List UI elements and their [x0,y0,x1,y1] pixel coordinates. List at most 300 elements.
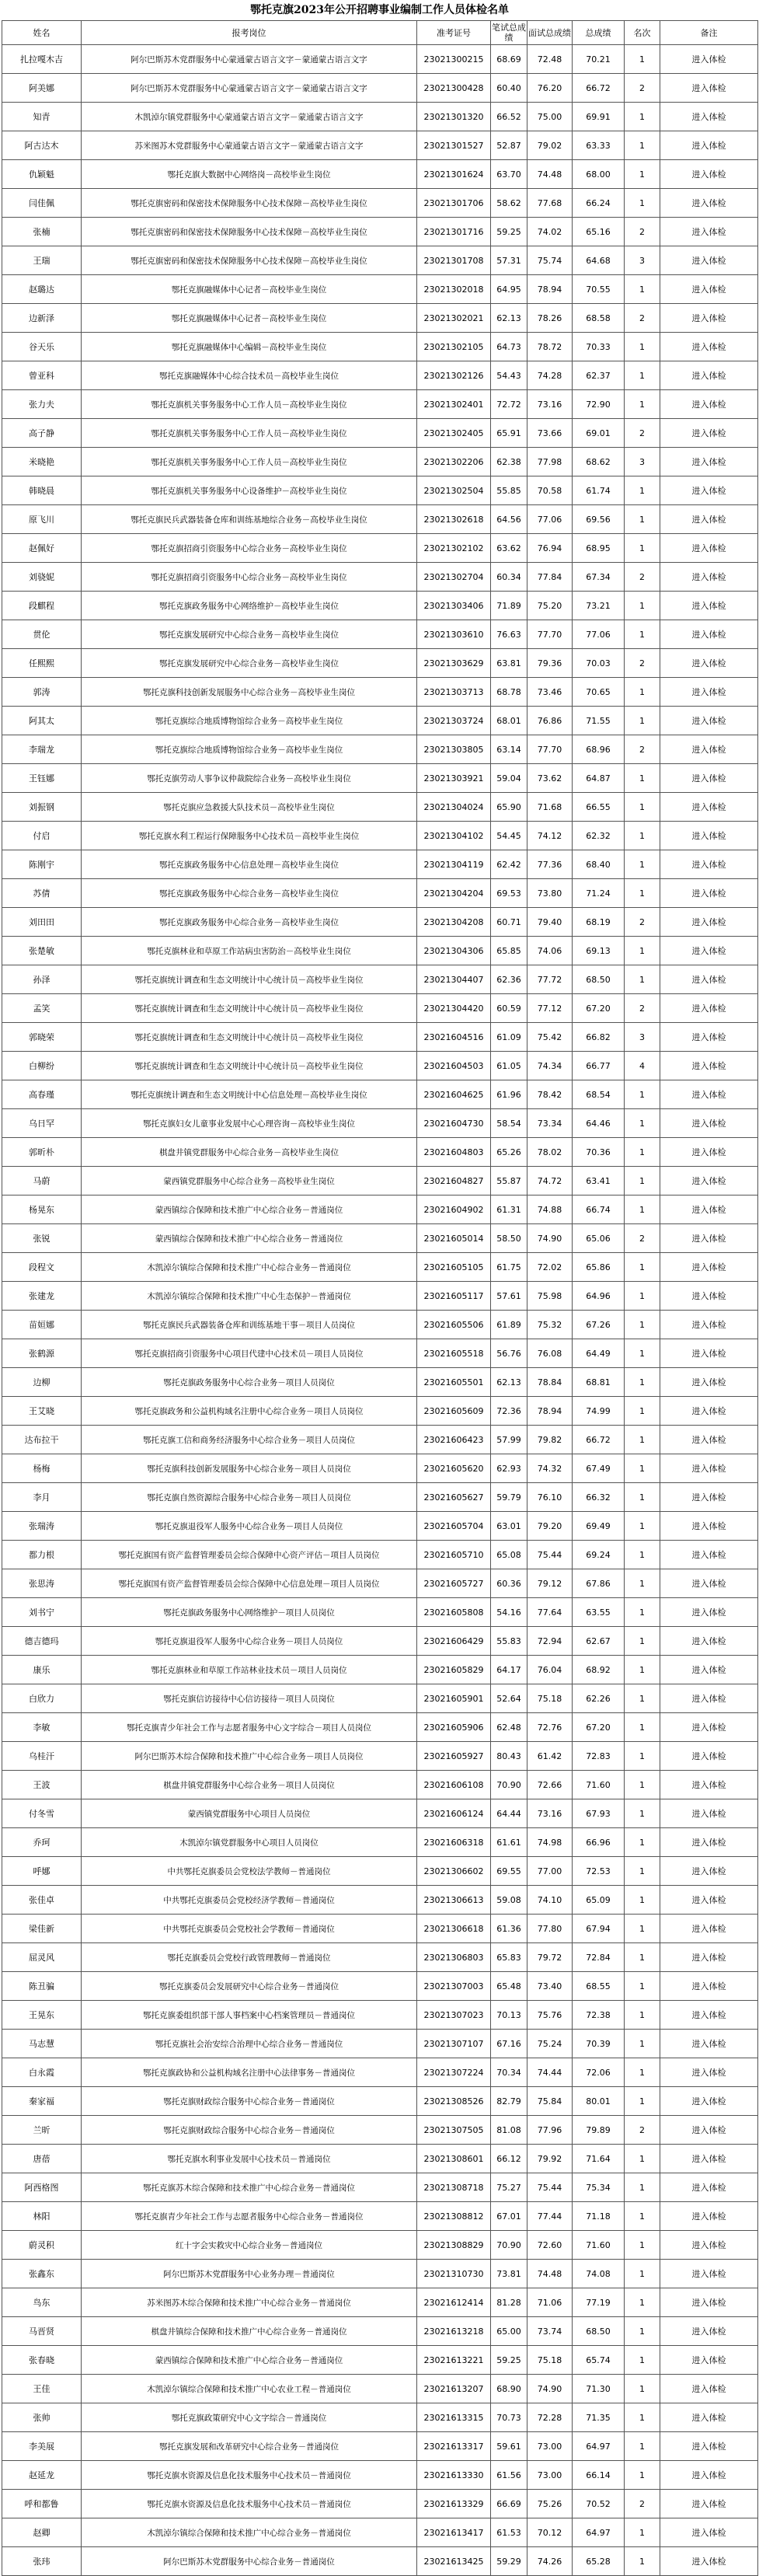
table-cell: 1 [625,1167,660,1196]
table-cell: 进入体检 [660,1541,758,1569]
table-cell: 鄂托克旗社会治安综合治理中心综合业务－普通岗位 [82,2030,417,2058]
table-cell: 61.89 [491,1311,527,1339]
table-cell: 74.44 [527,2058,573,2087]
table-cell: 73.81 [491,2260,527,2288]
table-cell: 谷天乐 [2,333,82,361]
table-cell: 68.50 [573,2317,625,2346]
table-row [2,2030,758,2058]
table-cell: 74.72 [527,1167,573,1196]
table-cell: 23021606429 [417,1627,491,1656]
table-cell: 进入体检 [660,592,758,620]
table-row [2,304,758,333]
table-cell: 孟笑 [2,994,82,1023]
table-row [2,505,758,534]
table-cell: 23021302504 [417,476,491,505]
table-cell: 鄂托克旗招商引资服务中心综合业务－高校毕业生岗位 [82,563,417,592]
table-row [2,620,758,649]
table-cell: 鄂托克旗大数据中心网络岗－高校毕业生岗位 [82,160,417,189]
table-cell: 阿尔巴斯苏木综合保障和技术推广中心综合业务－项目人员岗位 [82,1742,417,1771]
table-cell: 鄂托克旗林业和草原工作站林业技术员－项目人员岗位 [82,1656,417,1684]
table-cell: 马蔚 [2,1167,82,1196]
table-row [2,103,758,131]
table-cell: 苏米图苏木综合保障和技术推广中心综合业务－普通岗位 [82,2288,417,2317]
table-cell: 63.14 [491,735,527,764]
table-cell: 刘田田 [2,908,82,937]
table-cell: 68.69 [491,45,527,74]
table-cell: 进入体检 [660,1857,758,1886]
table-row [2,390,758,419]
table-cell: 75.24 [527,2030,573,2058]
table-row [2,2490,758,2518]
table-cell: 76.94 [527,534,573,563]
table-cell: 58.62 [491,189,527,218]
table-cell: 72.60 [527,2231,573,2260]
table-cell: 知青 [2,103,82,131]
table-cell: 77.06 [573,620,625,649]
table-cell: 进入体检 [660,2403,758,2432]
table-row [2,1771,758,1799]
table-row [2,1742,758,1771]
column-header: 准考证号 [417,21,491,45]
table-cell: 鄂托克旗机关事务服务中心工作人员－高校毕业生岗位 [82,390,417,419]
table-cell: 74.08 [573,2260,625,2288]
table-cell: 达布拉干 [2,1426,82,1454]
table-cell: 70.90 [491,2231,527,2260]
table-cell: 65.90 [491,793,527,822]
table-cell: 木凯淖尔镇党群服务中心项目人员岗位 [82,1828,417,1857]
table-row [2,476,758,505]
table-cell: 23021302618 [417,505,491,534]
table-cell: 阿尔巴斯苏木党群服务中心综合业务－普通岗位 [82,2547,417,2576]
table-cell: 80.43 [491,1742,527,1771]
table-cell: 23021303724 [417,707,491,735]
table-cell: 康乐 [2,1656,82,1684]
table-row [2,2288,758,2317]
table-cell: 进入体检 [660,1886,758,1915]
table-cell: 进入体检 [660,45,758,74]
table-cell: 阿西格图 [2,2173,82,2202]
table-cell: 木凯淖尔镇综合保障和技术推广中心生态保护－普通岗位 [82,1282,417,1311]
table-cell: 木凯淖尔镇党群服务中心蒙通蒙古语言文字－蒙通蒙古语言文字 [82,103,417,131]
table-cell: 23021301624 [417,160,491,189]
table-cell: 74.10 [527,1886,573,1915]
table-cell: 23021304024 [417,793,491,822]
table-cell: 1 [625,764,660,793]
table-cell: 1 [625,1828,660,1857]
table-cell: 1 [625,2288,660,2317]
table-cell: 72.66 [527,1771,573,1799]
table-cell: 进入体检 [660,1454,758,1483]
table-row [2,908,758,937]
table-row [2,2116,758,2145]
table-cell: 23021302018 [417,275,491,304]
table-cell: 马晋贤 [2,2317,82,2346]
table-cell: 阿尔巴斯苏木党群服务中心业务办理－普通岗位 [82,2260,417,2288]
table-cell: 59.29 [491,2547,527,2576]
table-cell: 进入体检 [660,1972,758,2001]
table-cell: 进入体检 [660,1311,758,1339]
table-cell: 63.70 [491,160,527,189]
table-cell: 23021301708 [417,246,491,275]
table-cell: 23021613221 [417,2346,491,2375]
table-cell: 72.28 [527,2403,573,2432]
table-cell: 进入体检 [660,2231,758,2260]
table-cell: 进入体检 [660,2001,758,2030]
table-cell: 进入体检 [660,2087,758,2116]
table-cell: 1 [625,1972,660,2001]
table-cell: 23021613218 [417,2317,491,2346]
table-cell: 1 [625,879,660,908]
table-cell: 王钰娜 [2,764,82,793]
table-row [2,333,758,361]
table-cell: 1 [625,1138,660,1167]
table-cell: 呼娜 [2,1857,82,1886]
table-cell: 鄂托克旗综合地质博物馆综合业务－高校毕业生岗位 [82,707,417,735]
table-cell: 赵璐达 [2,275,82,304]
table-cell: 鄂托克旗招商引资服务中心综合业务－高校毕业生岗位 [82,534,417,563]
table-cell: 23021606318 [417,1828,491,1857]
table-cell: 72.06 [573,2058,625,2087]
table-row [2,1109,758,1138]
table-cell: 74.88 [527,1196,573,1224]
table-row [2,448,758,476]
table-row [2,2058,758,2087]
table-cell: 62.48 [491,1713,527,1742]
table-cell: 唐蓓 [2,2145,82,2173]
table-cell: 进入体检 [660,1196,758,1224]
table-cell: 67.94 [573,1915,625,1943]
table-cell: 74.32 [527,1454,573,1483]
table-cell: 71.64 [573,2145,625,2173]
table-row [2,2375,758,2403]
table-cell: 张思涛 [2,1569,82,1598]
table-cell: 23021302405 [417,419,491,448]
table-cell: 段程文 [2,1253,82,1282]
table-cell: 78.94 [527,1397,573,1426]
table-cell: 70.13 [491,2001,527,2030]
table-cell: 3 [625,246,660,275]
table-cell: 鄂托克旗委组织部干部人事档案中心档案管理员－普通岗位 [82,2001,417,2030]
table-cell: 64.97 [573,2432,625,2461]
table-cell: 23021304204 [417,879,491,908]
table-cell: 进入体检 [660,2375,758,2403]
table-cell: 进入体检 [660,1627,758,1656]
table-cell: 鄂托克旗发展研究中心综合业务－高校毕业生岗位 [82,649,417,678]
table-cell: 1 [625,592,660,620]
table-cell: 鄂托克旗机关事务服务中心设备维护－高校毕业生岗位 [82,476,417,505]
table-cell: 65.86 [573,1253,625,1282]
table-cell: 1 [625,45,660,74]
table-cell: 23021308718 [417,2173,491,2202]
table-cell: 67.16 [491,2030,527,2058]
table-cell: 进入体检 [660,246,758,275]
table-cell: 鄂托克旗政策研究中心文字综合－普通岗位 [82,2403,417,2432]
table-cell: 23021303406 [417,592,491,620]
table-cell: 66.24 [573,189,625,218]
table-cell: 1 [625,1886,660,1915]
table-cell: 66.14 [573,2461,625,2490]
table-row [2,74,758,103]
table-cell: 73.62 [527,764,573,793]
table-cell: 棋盘井镇党群服务中心综合业务－高校毕业生岗位 [82,1138,417,1167]
table-row [2,2231,758,2260]
table-cell: 23021605927 [417,1742,491,1771]
table-cell: 61.53 [491,2518,527,2547]
table-body [2,45,758,2576]
table-cell: 64.97 [573,2518,625,2547]
table-cell: 78.26 [527,304,573,333]
table-cell: 65.91 [491,419,527,448]
table-cell: 77.70 [527,620,573,649]
table-cell: 进入体检 [660,1224,758,1253]
table-cell: 65.85 [491,937,527,965]
table-cell: 乔珂 [2,1828,82,1857]
table-cell: 鄂托克旗水资源及信息化技术服务中心技术员－普通岗位 [82,2461,417,2490]
table-cell: 1 [625,333,660,361]
table-cell: 鄂托克旗融媒体中心记者－高校毕业生岗位 [82,275,417,304]
table-cell: 62.26 [573,1684,625,1713]
table-cell: 进入体检 [660,850,758,879]
table-cell: 木凯淖尔镇综合保障和技术推广中心综合业务－普通岗位 [82,2518,417,2547]
table-cell: 高子静 [2,419,82,448]
table-cell: 阿其太 [2,707,82,735]
table-cell: 61.05 [491,1052,527,1080]
table-cell: 进入体检 [660,1397,758,1426]
table-cell: 乌桂汗 [2,1742,82,1771]
table-cell: 78.02 [527,1138,573,1167]
table-cell: 77.72 [527,965,573,994]
table-cell: 61.31 [491,1196,527,1224]
table-cell: 1 [625,2145,660,2173]
table-cell: 23021606124 [417,1799,491,1828]
table-cell: 进入体检 [660,1109,758,1138]
table-cell: 79.92 [527,2145,573,2173]
table-cell: 阿古达木 [2,131,82,160]
table-cell: 75.74 [527,246,573,275]
table-cell: 2 [625,304,660,333]
table-cell: 62.37 [573,361,625,390]
table-row [2,1886,758,1915]
table-cell: 中共鄂托克旗委员会党校经济学教师－普通岗位 [82,1886,417,1915]
table-cell: 木凯淖尔镇综合保障和技术推广中心综合业务－普通岗位 [82,1253,417,1282]
table-cell: 鄂托克旗财政综合服务中心综合业务－普通岗位 [82,2087,417,2116]
table-row [2,793,758,822]
table-cell: 23021304306 [417,937,491,965]
table-cell: 61.56 [491,2461,527,2490]
table-cell: 68.40 [573,850,625,879]
table-cell: 1 [625,707,660,735]
table-cell: 23021302021 [417,304,491,333]
table-cell: 鄂托克旗自然资源综合服务中心综合业务－项目人员岗位 [82,1483,417,1512]
table-cell: 75.44 [527,2173,573,2202]
table-cell: 1 [625,534,660,563]
table-cell: 进入体检 [660,620,758,649]
table-cell: 鄂托克旗青少年社会工作与志愿者服务中心文字综合－项目人员岗位 [82,1713,417,1742]
table-cell: 2 [625,2490,660,2518]
table-cell: 进入体检 [660,2058,758,2087]
table-cell: 边柳 [2,1368,82,1397]
table-cell: 陈丑骗 [2,1972,82,2001]
table-cell: 鄂托克旗政务服务中心综合业务－高校毕业生岗位 [82,908,417,937]
table-cell: 1 [625,1742,660,1771]
table-cell: 蒙西镇综合保障和技术推广中心综合业务－普通岗位 [82,1224,417,1253]
table-cell: 进入体检 [660,1052,758,1080]
table-cell: 23021605710 [417,1541,491,1569]
table-cell: 进入体检 [660,160,758,189]
table-cell: 56.76 [491,1339,527,1368]
table-row [2,1397,758,1426]
table-cell: 付启 [2,822,82,850]
table-cell: 红十字会实救灾中心综合业务－普通岗位 [82,2231,417,2260]
column-header: 总成绩 [573,21,625,45]
table-cell: 白柳纷 [2,1052,82,1080]
table-cell: 阿尔巴斯苏木党群服务中心蒙通蒙古语言文字－蒙通蒙古语言文字 [82,74,417,103]
table-cell: 4 [625,1052,660,1080]
table-cell: 鄂托克旗统计调查和生态文明统计中心信息处理－高校毕业生岗位 [82,1080,417,1109]
table-cell: 59.79 [491,1483,527,1512]
table-cell: 1 [625,1598,660,1627]
table-cell: 69.49 [573,1512,625,1541]
table-cell: 1 [625,189,660,218]
table-cell: 77.80 [527,1915,573,1943]
table-cell: 李瑞龙 [2,735,82,764]
table-cell: 鄂托克旗林业和草原工作站病虫害防治－高校毕业生岗位 [82,937,417,965]
table-cell: 69.01 [573,419,625,448]
table-cell: 61.74 [573,476,625,505]
table-cell: 进入体检 [660,476,758,505]
table-cell: 75.18 [527,2346,573,2375]
table-cell: 1 [625,1656,660,1684]
table-cell: 23021605627 [417,1483,491,1512]
table-cell: 2 [625,1224,660,1253]
table-cell: 蒙西镇党群服务中心综合业务－高校毕业生岗位 [82,1167,417,1196]
table-row [2,131,758,160]
table-cell: 闫佳佩 [2,189,82,218]
table-row [2,678,758,707]
table-cell: 67.86 [573,1569,625,1598]
table-cell: 68.58 [573,304,625,333]
table-cell: 67.01 [491,2202,527,2231]
table-row [2,246,758,275]
table-cell: 进入体检 [660,994,758,1023]
table-cell: 1 [625,2547,660,2576]
table-cell: 张建龙 [2,1282,82,1311]
table-cell: 73.80 [527,879,573,908]
table-cell: 进入体检 [660,563,758,592]
table-cell: 70.90 [491,1771,527,1799]
table-cell: 1 [625,2346,660,2375]
table-cell: 进入体检 [660,534,758,563]
table-cell: 23021604730 [417,1109,491,1138]
column-header: 笔试总成绩 [491,21,527,45]
table-cell: 70.65 [573,678,625,707]
table-cell: 79.82 [527,1426,573,1454]
table-cell: 进入体检 [660,2145,758,2173]
table-cell: 66.77 [573,1052,625,1080]
table-cell: 进入体检 [660,1713,758,1742]
table-cell: 1 [625,2001,660,2030]
table-cell: 1 [625,361,660,390]
table-cell: 75.20 [527,592,573,620]
table-cell: 23021306803 [417,1943,491,1972]
table-cell: 鄂托克旗政务服务中心网络维护－高校毕业生岗位 [82,592,417,620]
table-cell: 进入体检 [660,189,758,218]
table-cell: 1 [625,1915,660,1943]
table-cell: 23021605620 [417,1454,491,1483]
table-cell: 白欣力 [2,1684,82,1713]
table-cell: 72.83 [573,1742,625,1771]
table-cell: 鄂托克旗统计调查和生态文明统计中心统计员－高校毕业生岗位 [82,1023,417,1052]
table-cell: 2 [625,563,660,592]
table-row [2,2202,758,2231]
table-cell: 鄂托克旗招商引资服务中心项目代建中心技术员－项目人员岗位 [82,1339,417,1368]
table-cell: 鄂托克旗综合地质博物馆综合业务－高校毕业生岗位 [82,735,417,764]
table-cell: 1 [625,1368,660,1397]
table-cell: 71.89 [491,592,527,620]
table-cell: 进入体检 [660,2116,758,2145]
table-cell: 1 [625,1799,660,1828]
table-row [2,649,758,678]
table-row [2,2547,758,2576]
table-cell: 苗姮娜 [2,1311,82,1339]
table-cell: 进入体检 [660,390,758,419]
table-cell: 75.76 [527,2001,573,2030]
table-cell: 蒙西镇综合保障和技术推广中心综合业务－普通岗位 [82,1196,417,1224]
table-cell: 63.62 [491,534,527,563]
table-cell: 23021605506 [417,1311,491,1339]
table-cell: 55.85 [491,476,527,505]
table-cell: 23021306602 [417,1857,491,1886]
table-cell: 进入体检 [660,1426,758,1454]
table-cell: 64.73 [491,333,527,361]
table-cell: 1 [625,103,660,131]
table-cell: 23021605609 [417,1397,491,1426]
table-cell: 鄂托克旗统计调查和生态文明统计中心统计员－高校毕业生岗位 [82,965,417,994]
table-cell: 王瑞 [2,246,82,275]
table-cell: 1 [625,2518,660,2547]
table-cell: 61.36 [491,1915,527,1943]
table-cell: 64.87 [573,764,625,793]
table-row [2,2317,758,2346]
table-cell: 进入体检 [660,1023,758,1052]
table-cell: 73.21 [573,592,625,620]
table-cell: 73.34 [527,1109,573,1138]
table-row [2,218,758,246]
table-row [2,1368,758,1397]
table-row [2,1311,758,1339]
table-cell: 68.01 [491,707,527,735]
table-cell: 张玮 [2,2547,82,2576]
table-cell: 王波 [2,1771,82,1799]
table-cell: 23021605518 [417,1339,491,1368]
table-cell: 23021613207 [417,2375,491,2403]
table-cell: 1 [625,1282,660,1311]
table-cell: 鄂托克旗劳动人事争议仲裁院综合业务－高校毕业生岗位 [82,764,417,793]
table-cell: 进入体检 [660,131,758,160]
table-cell: 68.50 [573,965,625,994]
table-cell: 62.38 [491,448,527,476]
table-row [2,1253,758,1282]
table-cell: 进入体检 [660,1943,758,1972]
table-cell: 鄂托克旗退役军人服务中心综合业务－项目人员岗位 [82,1512,417,1541]
table-cell: 64.56 [491,505,527,534]
table-cell: 进入体检 [660,707,758,735]
table-cell: 进入体检 [660,822,758,850]
table-row [2,1483,758,1512]
table-cell: 62.93 [491,1454,527,1483]
table-row [2,1684,758,1713]
table-cell: 进入体检 [660,2547,758,2576]
